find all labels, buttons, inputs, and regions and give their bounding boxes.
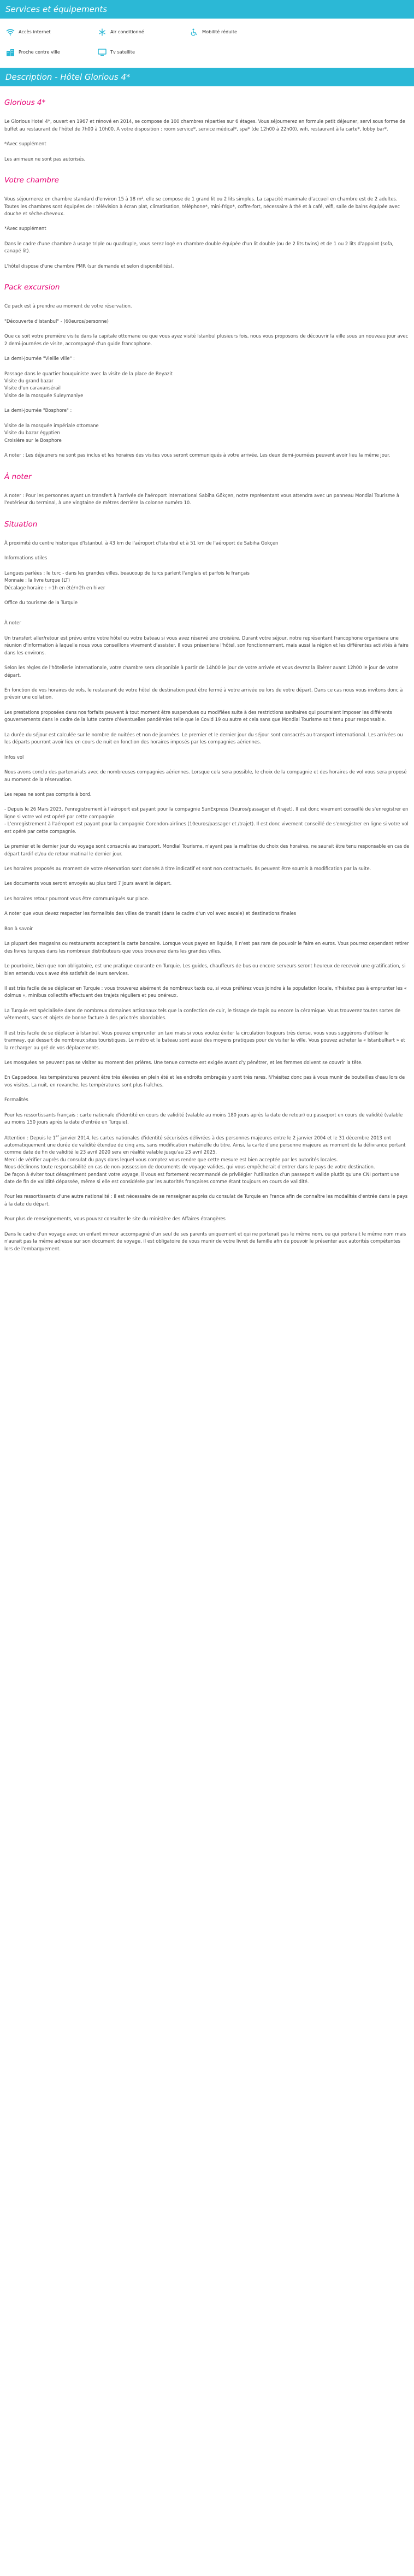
amenities-grid	[0, 19, 414, 60]
services-title: Services et équipements	[5, 4, 108, 14]
room-supplement-note: *Avec supplément	[4, 226, 46, 232]
note-paragraph: Il est très facile de se déplacer à Istanbul. Vous pouvez emprunter un taxi mais si vous voulez éviter la circulation toujours très dense, vous vous suggérons d'utiliser le tramway, qui dessert de nombreux sites touristiques. Le métro et le bateau sont aussi des moyens pratiques pour de visiter la ville. Vous pouvez acheter la « Istanbulkart » et la recharger au gré de vos déplacements.	[4, 1030, 405, 1050]
amenity-label: Air conditionné	[110, 28, 144, 34]
list-item: Visite de la mosquée impériale ottomane	[4, 422, 99, 428]
tv-icon	[97, 49, 107, 56]
attention-superscript: er	[55, 1134, 60, 1138]
checkin-notes	[4, 806, 410, 835]
note-paragraph: La plupart des magasins ou restaurants acceptent la carte bancaire. Lorsque vous payez en liquide, il n'est pas rare de pouvoir le faire en euros. Vous pourrez cependant retirer des livres turques dans les nombreux distributeurs que vous trouverez dans les grandes villes.	[4, 941, 409, 954]
a-noter-heading: À noter	[4, 472, 32, 481]
amenity-label: Mobilité réduite	[202, 28, 238, 34]
note-line: Merci de vérifier auprès du consulat du pays dans lequel vous comptez vous rendre que cette mesure est bien acceptée par les autorités locales.	[4, 1156, 338, 1162]
note-paragraph: En fonction de vos horaires de vols, le restaurant de votre hôtel de destination peut être fermé à votre arrivée ou lors de votre départ. Dans ce cas nous vous invitons donc à prévoir une collation.	[4, 687, 403, 700]
room-heading: Votre chambre	[4, 175, 59, 185]
list-item: Croisière sur le Bosphore	[4, 437, 62, 443]
hotel-paragraph: Le Glorious Hotel 4*, ouvert en 1967 et rénové en 2014, se compose de 100 chambres réparties sur 6 étages. Vous séjournerez en formule petit déjeuner, servi sous forme de buffet au restaurant de l'hôtel de 7h00 à 10h00. A votre disposition : room service*, service médical*, spa* (de 12h00 à 22h00), wifi, restaurant à la carte*, lobby bar*.	[4, 119, 405, 132]
note-paragraph: Le pourboire, bien que non obligatoire, est une pratique courante en Turquie. Les guides, chauffeurs de bus ou encore serveurs seront heureux de recevoir une gratification, si bien entendu vous avez été satisfait de leurs services.	[4, 963, 406, 976]
note-paragraph: Pour les ressortissants français : carte nationale d'identité en cours de validité (valable au moins 180 jours après la date de retour) ou passeport en cours de validité (valable au moins 150 jours après la date d'entrée en Turquie).	[4, 1112, 403, 1125]
attention-text-start: Attention : Depuis le 1	[4, 1135, 56, 1141]
attention-text-end: janvier 2014, les cartes nationales d'identité sécurisées délivrées à des personnes majeures entre le 2 janvier 2004 et le 31 décembre 2013 ont automatiquement une durée de validité étendue de cinq ans, sans modification matérielle du titre. Ainsi, la carte d'une personne majeure au moment de la délivrance portant comme date de fin de validité le 23 avril 2020 sera en réalité valable jusqu'au 23 avril 2025.	[4, 1135, 406, 1155]
note-paragraph: Les horaires proposés au moment de votre réservation sont donnés à titre indicatif et sont non contractuels. Ils peuvent être soumis à modification par la suite.	[4, 866, 371, 871]
attention-paragraph	[4, 1134, 410, 1156]
situation-heading: Situation	[4, 519, 38, 529]
note-paragraph: Un transfert aller/retour est prévu entre votre hôtel ou votre bateau si vous avez réservé une croisière. Durant votre séjour, notre représentant francophone organisera une réunion d'information à laquelle nous vous conseillons vivement d'assister. Il vous présentera l'hôtel, son fonctionnement, mais aussi la région et les différentes activités à faire dans les environs.	[4, 635, 409, 655]
list-item: Passage dans le quartier bouquiniste avec la visite de la place de Beyazit	[4, 370, 173, 376]
room-pmr-paragraph: L'hôtel dispose d'une chambre PMR (sur demande et selon disponibilités).	[4, 263, 174, 269]
note-title: À noter	[4, 620, 21, 626]
snowflake-icon	[97, 28, 107, 36]
wheelchair-icon	[189, 28, 199, 36]
amenity-label: Accès internet	[19, 28, 51, 34]
amenity-internet	[5, 24, 97, 40]
amenity-air-conditioning	[97, 24, 189, 40]
note-paragraph: Les horaires retour pourront vous être communiqués sur place.	[4, 895, 150, 901]
note-paragraph: La durée du séjour est calculée sur le nombre de nuitées et non de journées. Le premier et le dernier jour du séjour sont consacrés au transport international. Les arrivées ou les départs pourront avoir lieu en cours de nuit en fonction des horaires imposés par les compagnies aériennes.	[4, 731, 403, 745]
excursion-heading: Pack excursion	[4, 283, 60, 292]
list-item: Visite de la mosquée Suleymaniye	[4, 392, 84, 398]
excursion-intro: Ce pack est à prendre au moment de votre réservation.	[4, 303, 132, 309]
note-paragraph: Les documents vous seront envoyés au plus tard 7 jours avant le départ.	[4, 881, 172, 887]
note-line: Nous déclinons toute responsabilité en cas de non-possession de documents de voyage valides, qui vous empêcherait d'entrer dans le pays de votre destination.	[4, 1164, 375, 1170]
description-title: Description - Hôtel Glorious 4*	[5, 72, 131, 82]
building-icon	[5, 49, 15, 56]
excursion-half1-title: La demi-journée "Vieille ville" :	[4, 356, 75, 362]
list-item: Décalage horaire : +1h en été/+2h en hiver	[4, 584, 105, 590]
info-title: Informations utiles	[4, 555, 48, 561]
excursion-note: A noter : Les déjeuners ne sont pas inclus et les horaires des visites vous seront communiqués à votre arrivée. Les deux demi-journées peuvent avoir lieu la même jour.	[4, 452, 391, 458]
excursion-half2-list	[4, 422, 410, 444]
page	[0, 0, 414, 1271]
info-list	[4, 570, 410, 592]
note-paragraph: Nous avons conclu des partenariats avec de nombreuses compagnies aériennes. Lorsque cela sera possible, le choix de la compagnie et des horaires de vol vous sera proposé au moment de la réservation.	[4, 769, 407, 782]
formalities-details	[4, 1134, 410, 1186]
room-paragraph: Vous séjournerez en chambre standard d'environ 15 à 18 m², elle se compose de 1 grand lit ou 2 lits simples. La capacité maximale d'accueil en chambre est de 2 adultes. Toutes les chambres sont équipées de : télévision à écran plat, climatisation, téléphone*, mini-frigo*, coffre-fort, nécessaire à thé et à café, wifi, salle de bains équipée avec douche et sèche-cheveux.	[4, 196, 400, 216]
note-paragraph: Les repas ne sont pas compris à bord.	[4, 791, 92, 797]
note-paragraph: Les prestations proposées dans nos forfaits peuvent à tout moment être suspendues ou modifiées suite à des restrictions sanitaires qui pourraient imposer les différents gouvernements dans le cadre de la lutte contre d'éventuelles pandémies telle que le Covid 19 ou autre et cela sans que Mondial Tourisme soit tenu pour responsable.	[4, 709, 392, 723]
flight-info-title: Infos vol	[4, 754, 24, 760]
amenity-label: Proche centre ville	[19, 49, 60, 55]
excursion-half1-list	[4, 370, 410, 400]
note-paragraph: Pour les ressortissants d'une autre nationalité : il est nécessaire de se renseigner auprès du consulat de Turquie en France afin de connaître les modalités d'entrée dans le pays à la date du départ.	[4, 1194, 408, 1207]
note-paragraph: Les mosquées ne peuvent pas se visiter au moment des prières. Une tenue correcte est exigée avant d'y pénétrer, et les femmes doivent se couvrir la tête.	[4, 1060, 363, 1065]
note-paragraph: Dans le cadre d'un voyage avec un enfant mineur accompagné d'un seul de ses parents uniquement et qui ne porterait pas le même nom, ou qui porterait le même nom mais n'aurait pas la même adresse sur son document de voyage, il est obligatoire de vous munir de votre livret de famille afin de pouvoir le présenter aux autorités compétentes lors de l'embarquement.	[4, 1231, 406, 1251]
wifi-icon	[5, 28, 15, 36]
description-banner	[0, 68, 414, 86]
amenity-satellite-tv	[97, 44, 189, 60]
hotel-pets-note: Les animaux ne sont pas autorisés.	[4, 156, 86, 162]
formalities-title: Formalités	[4, 1097, 28, 1103]
list-item: Monnaie : la livre turque (LT)	[4, 577, 70, 583]
note-paragraph: Le premier et le dernier jour du voyage sont consacrés au transport. Mondial Tourisme, n'ayant pas la maîtrise du choix des horaires, ne saurait être tenu responsable en cas de départ tardif et/ou de retour matinal le dernier jour.	[4, 843, 410, 856]
excursion-paragraph: Que ce soit votre première visite dans la capitale ottomane ou que vous ayez visité Istanbul plusieurs fois, nous vous proposons de découvrir la ville sous un nouveau jour avec 2 demi-journées de visite, accompagné d'un guide francophone.	[4, 333, 409, 346]
hotel-heading: Glorious 4*	[4, 98, 46, 107]
list-item: - L'enregistrement à l'aéroport est payant pour la compagnie Corendon-airlines (10euros/passager et /trajet). Il est donc vivement conseillé de s'enregistrer en ligne si votre vol est opéré par cette compagnie.	[4, 821, 409, 834]
amenity-reduced-mobility	[189, 24, 287, 40]
room-occupancy-paragraph: Dans le cadre d'une chambre à usage triple ou quadruple, vous serez logé en chambre double équipée d'un lit double (ou de 2 lits twins) et de 1 ou 2 lits d'appoint (sofa, canapé lit).	[4, 240, 394, 254]
excursion-half2-title: La demi-journée "Bosphore" :	[4, 407, 72, 413]
good-to-know-title: Bon à savoir	[4, 925, 33, 931]
list-item: - Depuis le 26 Mars 2023, l'enregistrement à l'aéroport est payant pour la compagnie SunExpress (5euros/passager et /trajet). Il est donc vivement conseillé de s'enregistrer en ligne si votre vol est opéré par cette compagnie.	[4, 806, 409, 819]
list-item: Visite du bazar égyptien	[4, 430, 60, 436]
note-paragraph: Selon les règles de l'hôtellerie internationale, votre chambre sera disponible à partir de 14h00 le jour de votre arrivée et vous devrez la libérer avant 12h00 le jour de votre départ.	[4, 665, 399, 678]
hotel-supplement-note: *Avec supplément	[4, 141, 46, 147]
list-item: Langues parlées : le turc - dans les grandes villes, beaucoup de turcs parlent l'anglais et parfois le français	[4, 570, 250, 576]
list-item: Visite d'un caravansérail	[4, 385, 61, 391]
ministry-link-text: Pour plus de renseignements, vous pouvez consulter le site du ministère des Affaires étrangères	[4, 1216, 226, 1222]
note-paragraph: A noter que vous devez respecter les formalités des villes de transit (dans le cadre d'un vol avec escale) et destinations finales	[4, 911, 297, 917]
note-paragraph: La Turquie est spécialisée dans de nombreux domaines artisanaux tels que la confection de cuir, le tissage de tapis ou encore la céramique. Vous trouverez toutes sortes de vêtements, sacs et objets de bonne facture à des prix très abordables.	[4, 1007, 401, 1021]
tourism-office: Office du tourisme de la Turquie	[4, 599, 78, 605]
description-content	[0, 98, 414, 1271]
note-paragraph: En Cappadoce, les températures peuvent être très élevées en plein été et les endroits ombragés y sont très rares. N'hésitez donc pas à vous munir de bouteilles d'eau lors de vos visites. La nuit, en revanche, les températures sont plus fraîches.	[4, 1074, 405, 1088]
list-item: Visite du grand bazar	[4, 378, 54, 383]
excursion-pack-name: "Découverte d'Istanbul" - (60euros/personne)	[4, 318, 109, 324]
amenity-city-center	[5, 44, 97, 60]
note-line: De façon à éviter tout désagrément pendant votre voyage, il vous est fortement recommandé de privilégier l'utilisation d'un passeport valide plutôt qu'une CNI portant une date de fin de validité dépassée, même si elle est considérée par les autorités françaises comme étant toujours en cours de validité.	[4, 1171, 399, 1185]
amenity-label: Tv satellite	[110, 49, 135, 55]
services-banner	[0, 0, 414, 19]
note-paragraph: Il est très facile de se déplacer en Turquie : vous trouverez aisément de nombreux taxis ou, si vous préférez vous joindre à la population locale, n'hésitez pas à emprunter les « dolmus », minibus collectifs effectuant des trajets réguliers et peu onéreux.	[4, 985, 407, 999]
situation-paragraph: À proximité du centre historique d'Istanbul, à 43 km de l'aéroport d'Istanbul et à 51 km de l'aéroport de Sabiha Gokçen	[4, 540, 279, 546]
a-noter-paragraph: A noter : Pour les personnes ayant un transfert à l'arrivée de l'aéroport international Sabiha Gökçen, notre représentant vous attendra avec un panneau Mondial Tourisme à l'extérieur du terminal, à une vingtaine de mètres derrière la colonne numéro 10.	[4, 492, 399, 506]
